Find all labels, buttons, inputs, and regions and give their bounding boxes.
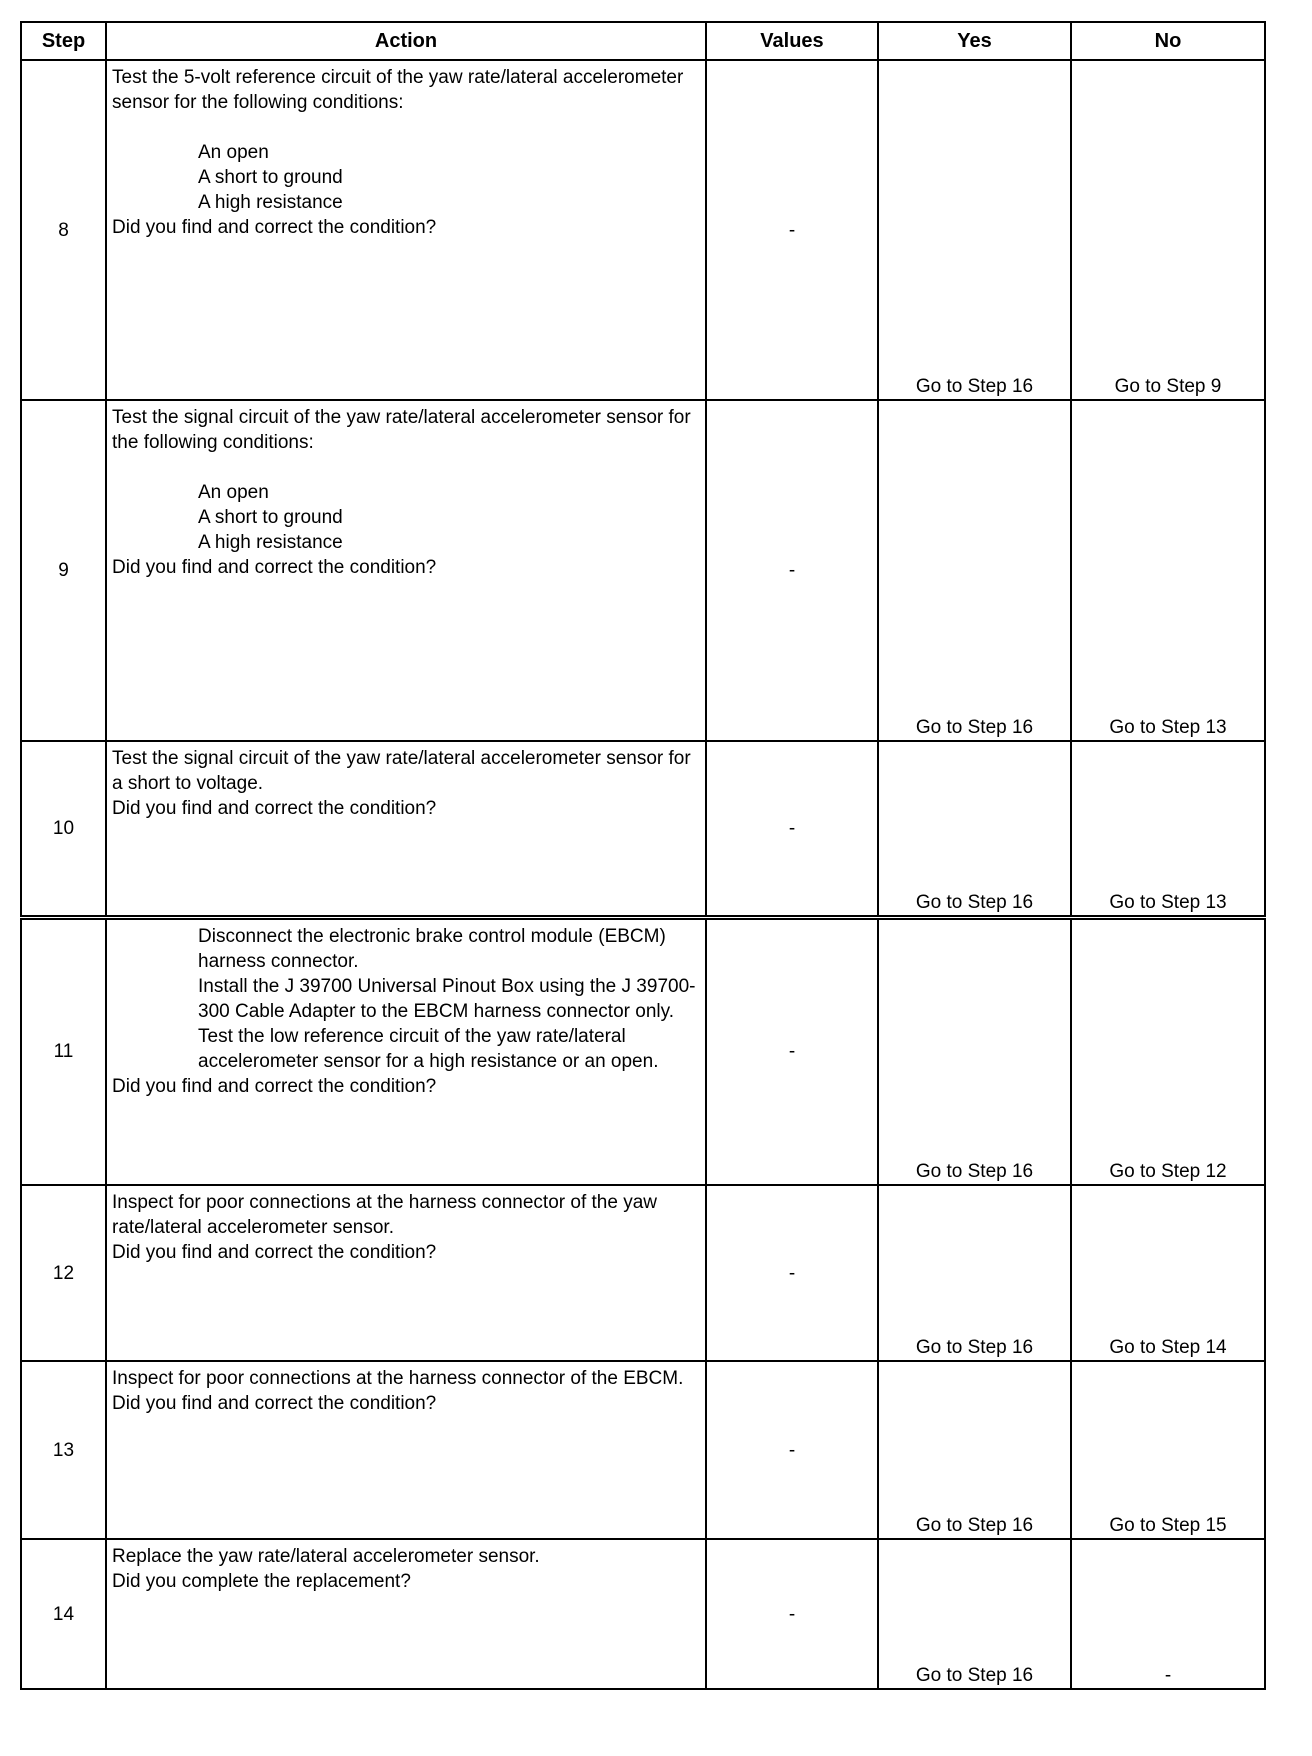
table-row-step-10: [21, 741, 1265, 917]
header-values: Values: [706, 22, 878, 60]
step-number: 10: [21, 741, 106, 917]
action-text: Test the 5-volt reference circuit of the yaw rate/lateral accelerometer sensor for the following conditions:: [112, 67, 684, 113]
list-item: An open: [198, 142, 269, 163]
header-action: Action: [106, 22, 706, 60]
no-cell: Go to Step 15: [1071, 1361, 1265, 1539]
step-number: 14: [21, 1539, 106, 1689]
action-cell: [106, 1361, 706, 1539]
table-row-step-11: [21, 917, 1265, 1185]
action-cell: [106, 400, 706, 741]
list-item: A short to ground: [198, 167, 343, 188]
action-cell: [106, 917, 706, 1185]
table-row-step-9: [21, 400, 1265, 741]
step-number: 12: [21, 1185, 106, 1361]
yes-cell: Go to Step 16: [878, 60, 1071, 400]
action-question: Did you find and correct the condition?: [112, 217, 437, 238]
no-cell: Go to Step 13: [1071, 400, 1265, 741]
table-row-step-13: [21, 1361, 1265, 1539]
action-question: Did you find and correct the condition?: [112, 1075, 437, 1097]
action-cell: [106, 1185, 706, 1361]
no-cell: Go to Step 9: [1071, 60, 1265, 400]
value-cell: -: [706, 1539, 878, 1689]
action-question: Did you find and correct the condition?: [112, 557, 437, 578]
action-question: Did you find and correct the condition?: [112, 798, 437, 819]
value-cell: -: [706, 400, 878, 741]
step-number: 9: [21, 400, 106, 741]
diagnostic-table: [20, 21, 1266, 1690]
value-cell: -: [706, 917, 878, 1185]
no-cell: Go to Step 14: [1071, 1185, 1265, 1361]
value-cell: -: [706, 741, 878, 917]
header-step: Step: [21, 22, 106, 60]
value-cell: -: [706, 60, 878, 400]
action-text: Inspect for poor connections at the harness connector of the EBCM.: [112, 1368, 684, 1389]
table-row-step-14: [21, 1539, 1265, 1689]
list-item: Disconnect the electronic brake control module (EBCM) harness connector.: [198, 925, 666, 972]
step-number: 13: [21, 1361, 106, 1539]
action-text: Inspect for poor connections at the harness connector of the yaw rate/lateral accelerometer sensor.: [112, 1192, 657, 1238]
procedure-list: [112, 924, 699, 1074]
yes-cell: Go to Step 16: [878, 400, 1071, 741]
list-item: Test the low reference circuit of the yaw rate/lateral accelerometer sensor for a high resistance or an open.: [198, 1025, 659, 1072]
no-cell: -: [1071, 1539, 1265, 1689]
step-number: 8: [21, 60, 106, 400]
list-item: An open: [198, 482, 269, 503]
table-row-step-8: [21, 60, 1265, 400]
no-cell: Go to Step 12: [1071, 917, 1265, 1185]
condition-list: [112, 480, 699, 555]
list-item: A short to ground: [198, 507, 343, 528]
action-text: Test the signal circuit of the yaw rate/lateral accelerometer sensor for a short to voltage.: [112, 748, 691, 794]
header-no: No: [1071, 22, 1265, 60]
table-row-step-12: [21, 1185, 1265, 1361]
list-item: Install the J 39700 Universal Pinout Box using the J 39700-300 Cable Adapter to the EBCM harness connector only.: [198, 975, 696, 1022]
action-question: Did you complete the replacement?: [112, 1571, 411, 1592]
step-number: 11: [21, 917, 106, 1185]
action-text: Replace the yaw rate/lateral accelerometer sensor.: [112, 1546, 540, 1567]
action-text: Test the signal circuit of the yaw rate/lateral accelerometer sensor for the following conditions:: [112, 407, 691, 453]
action-question: Did you find and correct the condition?: [112, 1393, 437, 1414]
yes-cell: Go to Step 16: [878, 1539, 1071, 1689]
action-question: Did you find and correct the condition?: [112, 1242, 437, 1263]
value-cell: -: [706, 1185, 878, 1361]
condition-list: [112, 140, 699, 215]
yes-cell: Go to Step 16: [878, 741, 1071, 917]
yes-cell: Go to Step 16: [878, 917, 1071, 1185]
action-cell: [106, 1539, 706, 1689]
value-cell: -: [706, 1361, 878, 1539]
list-item: A high resistance: [198, 532, 343, 553]
list-item: A high resistance: [198, 192, 343, 213]
action-cell: [106, 741, 706, 917]
header-yes: Yes: [878, 22, 1071, 60]
action-cell: [106, 60, 706, 400]
yes-cell: Go to Step 16: [878, 1361, 1071, 1539]
yes-cell: Go to Step 16: [878, 1185, 1071, 1361]
header-row: [21, 22, 1265, 60]
no-cell: Go to Step 13: [1071, 741, 1265, 917]
